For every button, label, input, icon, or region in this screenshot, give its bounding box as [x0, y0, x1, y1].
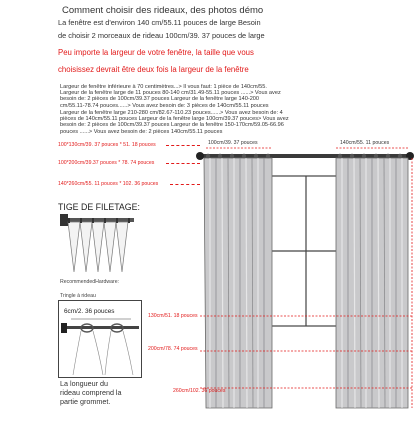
notice-line-1: Peu importe la largeur de votre fenêtre, la taille que vous: [58, 48, 254, 57]
width-leader-2: [166, 163, 200, 164]
top-width-right: 140cm/55. 11 pouces: [340, 140, 390, 146]
notice-line-2: choisissez devrait être deux fois la largeur de la fenêtre: [58, 65, 249, 74]
recommended-hardware: RecommendedHardware:: [60, 279, 120, 285]
width-option-2: 100*200cm/39.37 pouces * 78. 74 pouces: [58, 160, 155, 166]
height-label-130: 130cm/51. 18 pouces: [148, 313, 198, 319]
ring-rod-label: Tringle à rideau: [60, 293, 96, 299]
width-leader-1: [166, 145, 200, 146]
width-option-3: 140*260cm/55. 11 pouces * 102. 36 pouces: [58, 181, 159, 187]
size-guide-2: [60, 110, 380, 135]
rod-illustration: [58, 214, 136, 274]
caption-line: La longueur du: [60, 379, 108, 388]
guide-line: pièces de 140cm/55.11 pouces Largeur de la fenêtre large 100cm/39.37 pouces> Vous avez: [60, 116, 289, 123]
guide-line: cm/55.11-78.74 pouces......> Vous avez besoin de: 3 pièces de 140cm/55.11 pouces: [60, 102, 269, 109]
height-label-200: 200cm/78. 74 pouces: [148, 346, 198, 352]
guide-line: besoin de: 2 pièces de 100cm/39.37 pouces Largeur de la fenêtre large 140-200: [60, 96, 260, 103]
caption-line: partie grommet.: [60, 397, 111, 406]
guide-line: Largeur de fenêtre inférieure à 70 centimètres...> Il vous faut: 1 pièce de 140cm/55.: [60, 84, 267, 90]
curtain-diagram: [196, 136, 416, 416]
rod-section-title: TIGE DE FILETAGE:: [58, 202, 140, 212]
guide-line: pouces ......> Vous avez besoin de: 2 pièces 140cm/55.11 pouces: [60, 128, 223, 135]
intro-line-2: de choisir 2 morceaux de rideau 100cm/39. 37 pouces de large: [58, 31, 265, 40]
page-title: Comment choisir des rideaux, des photos démo: [62, 5, 264, 16]
caption-line: rideau comprend la: [60, 388, 122, 397]
height-label-260: 260cm/102. 36 pouces: [173, 388, 226, 394]
intro-line-1: La fenêtre est d'environ 140 cm/55.11 pouces de large Besoin: [58, 18, 261, 27]
guide-line: besoin de: 2 pièces de 100cm/39.37 pouces Largeur de la fenêtre 150-170cm/59.05-66.96: [60, 122, 284, 129]
guide-line: Largeur de la fenêtre large 210-280 cm/82.67-110.23 pouces......> Vous avez besoin de: 4: [60, 110, 283, 116]
size-guide-1: [60, 84, 380, 109]
grommet-size: 6cm/2. 36 pouces: [64, 308, 115, 315]
grommet-caption: [60, 379, 122, 406]
width-option-1: 100*130cm/39. 37 pouces * 51. 18 pouces: [58, 142, 156, 148]
top-width-left: 100cm/39. 37 pouces: [208, 140, 258, 146]
guide-line: Largeur de la fenêtre large de 11 pouces 80-140 cm/31.49-55.11 pouces ......> Vous avez: [60, 90, 281, 97]
